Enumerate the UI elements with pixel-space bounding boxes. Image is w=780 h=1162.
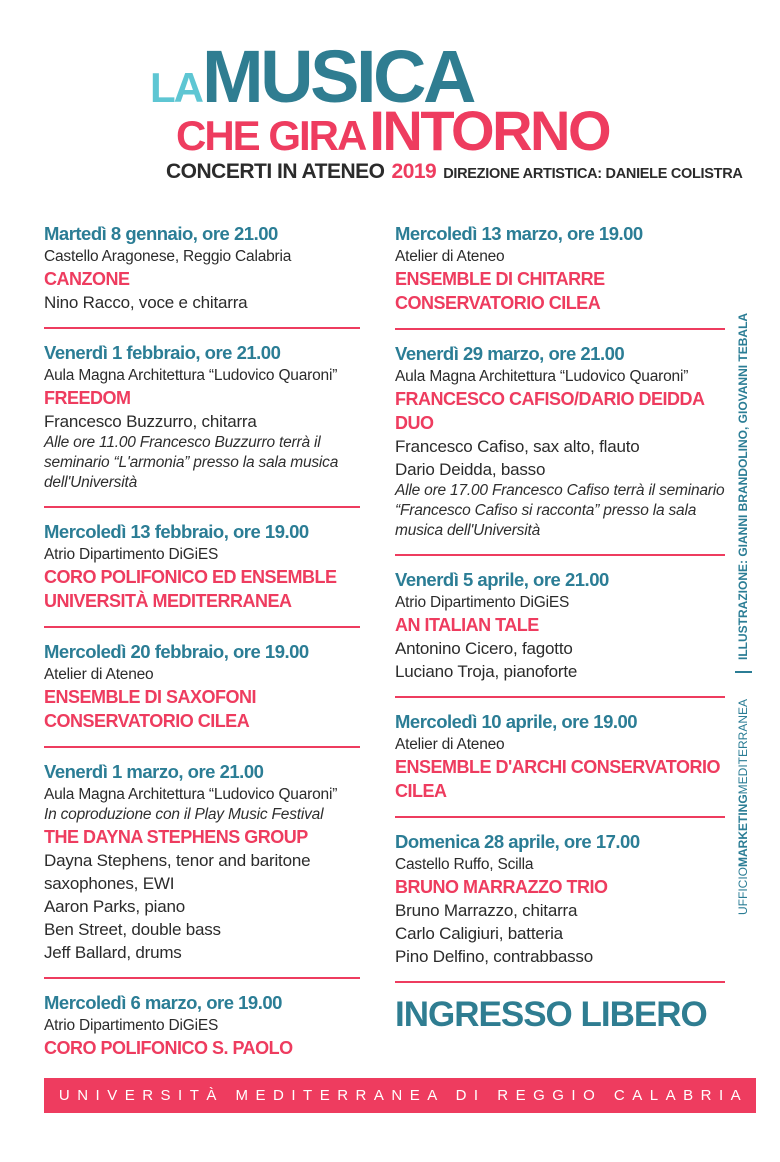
event-performer: Francesco Cafiso, sax alto, flauto (395, 437, 640, 456)
event-date: Mercoledì 20 febbraio, ore 19.00 (44, 641, 309, 662)
section-divider (395, 554, 725, 556)
event-performer: Francesco Buzzurro, chitarra (44, 412, 257, 431)
event-performer: Aaron Parks, piano (44, 897, 185, 916)
event-section (395, 830, 725, 968)
section-divider (395, 816, 725, 818)
events-right-list (395, 222, 725, 983)
poster-subtitle (166, 160, 743, 184)
event-venue: Castello Aragonese, Reggio Calabria (44, 248, 292, 265)
event-section (395, 342, 725, 541)
event-performer: Luciano Troja, pianoforte (395, 662, 578, 681)
university-name: UNIVERSITÀ MEDITERRANEA DI REGGIO CALABRIA (58, 1087, 749, 1104)
event-section (44, 640, 360, 733)
illustration-credit-vertical: ILLUSTRAZIONE: GIANNI BRANDOLINO, GIOVANNI TEBALA (736, 312, 750, 660)
marketing-office-credit-vertical (730, 689, 756, 915)
event-venue: Castello Ruffo, Scilla (395, 856, 534, 873)
credit-ufficio: UFFICIO (736, 867, 750, 915)
subtitle-direzione: DIREZIONE ARTISTICA: DANIELE COLISTRA (443, 166, 743, 182)
event-venue: Atrio Dipartimento DiGiES (395, 594, 570, 611)
section-divider (44, 327, 360, 329)
event-date: Domenica 28 aprile, ore 17.00 (395, 831, 640, 852)
title-intorno: INTORNO (369, 99, 610, 162)
section-divider (44, 506, 360, 508)
event-date: Mercoledì 10 aprile, ore 19.00 (395, 711, 638, 732)
event-performer: Nino Racco, voce e chitarra (44, 293, 248, 312)
section-divider (395, 328, 725, 330)
event-venue: Atrio Dipartimento DiGiES (44, 546, 219, 563)
event-date: Venerdì 1 febbraio, ore 21.00 (44, 342, 281, 363)
credit-marketing: MARKETING (736, 794, 750, 867)
event-section (395, 710, 725, 803)
event-venue: Atrio Dipartimento DiGiES (44, 1017, 219, 1034)
title-musica: MUSICA (202, 35, 473, 118)
event-section (395, 222, 725, 315)
event-venue: Aula Magna Architettura “Ludovico Quaroni” (44, 786, 338, 803)
event-title: ENSEMBLE DI CHITARRE CONSERVATORIO CILEA (395, 269, 605, 313)
event-date: Venerdì 5 aprile, ore 21.00 (395, 569, 609, 590)
events-column-right (395, 222, 725, 1035)
event-title: AN ITALIAN TALE (395, 615, 539, 635)
event-venue: Atelier di Ateneo (395, 248, 505, 265)
event-date: Mercoledì 13 marzo, ore 19.00 (395, 223, 643, 244)
section-divider (395, 696, 725, 698)
event-note: In coproduzione con il Play Music Festival (44, 806, 324, 823)
event-title: THE DAYNA STEPHENS GROUP (44, 827, 308, 847)
event-date: Mercoledì 13 febbraio, ore 19.00 (44, 521, 309, 542)
event-date: Martedì 8 gennaio, ore 21.00 (44, 223, 278, 244)
section-divider (44, 977, 360, 979)
event-title: ENSEMBLE DI SAXOFONI CONSERVATORIO CILEA (44, 687, 257, 731)
poster-title-line-2 (176, 99, 610, 162)
event-performer: Antonino Cicero, fagotto (395, 639, 573, 658)
event-title: FRANCESCO CAFISO/DARIO DEIDDA DUO (395, 389, 704, 433)
event-venue: Aula Magna Architettura “Ludovico Quaroni” (395, 368, 689, 385)
event-performer: Carlo Caligiuri, batteria (395, 924, 563, 943)
event-date: Venerdì 1 marzo, ore 21.00 (44, 761, 264, 782)
section-divider (395, 981, 725, 983)
event-title: CANZONE (44, 269, 130, 289)
events-column-left (44, 222, 360, 1060)
event-venue: Atelier di Ateneo (395, 736, 505, 753)
event-note: Alle ore 17.00 Francesco Cafiso terrà il seminario “Francesco Cafiso si racconta” presso la sala musica dell'Università (395, 482, 725, 539)
event-performer: Ben Street, double bass (44, 920, 221, 939)
free-entry-label: INGRESSO LIBERO (395, 995, 707, 1034)
event-section (44, 520, 360, 613)
event-performer: Pino Delfino, contrabbasso (395, 947, 593, 966)
subtitle-year: 2019 (391, 160, 437, 183)
event-section (44, 991, 360, 1060)
sidebar-separator (735, 671, 752, 673)
event-performer: Bruno Marrazzo, chitarra (395, 901, 578, 920)
event-section (44, 341, 360, 493)
event-title: CORO POLIFONICO ED ENSEMBLE UNIVERSITÀ MEDITERRANEA (44, 567, 337, 611)
university-footer-band (44, 1078, 756, 1113)
title-che-gira: CHE GIRA (176, 112, 366, 159)
event-venue: Atelier di Ateneo (44, 666, 154, 683)
event-section (395, 568, 725, 683)
event-date: Venerdì 29 marzo, ore 21.00 (395, 343, 625, 364)
event-title: ENSEMBLE D'ARCHI CONSERVATORIO CILEA (395, 757, 720, 801)
event-title: FREEDOM (44, 388, 131, 408)
credit-mediterranea: MEDITERRANEA (736, 698, 750, 795)
subtitle-concerti: CONCERTI IN ATENEO (166, 160, 385, 183)
section-divider (44, 746, 360, 748)
event-title: BRUNO MARRAZZO TRIO (395, 877, 608, 897)
event-date: Mercoledì 6 marzo, ore 19.00 (44, 992, 282, 1013)
event-section (44, 222, 360, 314)
event-performer: Dario Deidda, basso (395, 460, 546, 479)
event-performer: Dayna Stephens, tenor and baritone saxophones, EWI (44, 851, 311, 893)
event-performer: Jeff Ballard, drums (44, 943, 182, 962)
event-note: Alle ore 11.00 Francesco Buzzurro terrà il seminario “L'armonia” presso la sala musica dell'Università (44, 434, 339, 491)
title-la: LA (150, 64, 202, 111)
event-section (44, 760, 360, 964)
event-venue: Aula Magna Architettura “Ludovico Quaroni” (44, 367, 338, 384)
event-title: CORO POLIFONICO S. PAOLO (44, 1038, 293, 1058)
section-divider (44, 626, 360, 628)
